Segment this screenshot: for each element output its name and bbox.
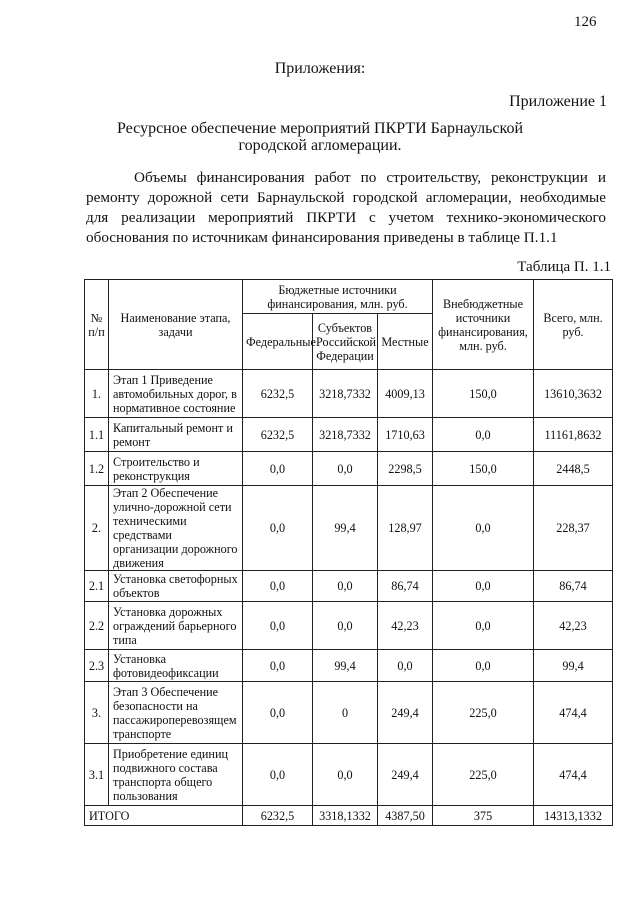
cell-federal: 6232,5 bbox=[243, 370, 313, 418]
cell-subjects: 0,0 bbox=[313, 602, 378, 650]
table-row bbox=[85, 370, 613, 418]
header-extra: Внебюджетные источники финансирования, млн. руб. bbox=[433, 280, 534, 370]
cell-total: 2448,5 bbox=[534, 452, 613, 486]
total-row bbox=[85, 806, 613, 826]
cell-name: Капитальный ремонт и ремонт bbox=[109, 418, 243, 452]
cell-total: 99,4 bbox=[534, 650, 613, 682]
total-extra: 375 bbox=[433, 806, 534, 826]
total-label: ИТОГО bbox=[85, 806, 243, 826]
cell-name: Установка фотовидеофиксации bbox=[109, 650, 243, 682]
cell-local: 249,4 bbox=[378, 682, 433, 744]
cell-name: Этап 1 Приведение автомобильных дорог, в нормативное состояние bbox=[109, 370, 243, 418]
cell-name: Установка светофорных объектов bbox=[109, 571, 243, 602]
cell-local: 2298,5 bbox=[378, 452, 433, 486]
cell-total: 474,4 bbox=[534, 744, 613, 806]
total-total: 14313,1332 bbox=[534, 806, 613, 826]
table-row bbox=[85, 571, 613, 602]
header-total: Всего, млн. руб. bbox=[534, 280, 613, 370]
total-federal: 6232,5 bbox=[243, 806, 313, 826]
page-number: 126 bbox=[574, 14, 597, 30]
table-row bbox=[85, 682, 613, 744]
cell-num: 2.1 bbox=[85, 571, 109, 602]
table-row bbox=[85, 418, 613, 452]
cell-total: 228,37 bbox=[534, 486, 613, 571]
cell-extra: 225,0 bbox=[433, 744, 534, 806]
cell-federal: 0,0 bbox=[243, 682, 313, 744]
cell-federal: 0,0 bbox=[243, 452, 313, 486]
cell-total: 42,23 bbox=[534, 602, 613, 650]
cell-local: 1710,63 bbox=[378, 418, 433, 452]
table-row bbox=[85, 452, 613, 486]
cell-extra: 0,0 bbox=[433, 486, 534, 571]
cell-extra: 150,0 bbox=[433, 370, 534, 418]
cell-num: 3.1 bbox=[85, 744, 109, 806]
appendix-heading: Приложения: bbox=[274, 60, 366, 77]
cell-num: 2. bbox=[85, 486, 109, 571]
cell-total: 474,4 bbox=[534, 682, 613, 744]
table-row bbox=[85, 744, 613, 806]
cell-subjects: 0,0 bbox=[313, 452, 378, 486]
cell-extra: 0,0 bbox=[433, 602, 534, 650]
table-row bbox=[85, 602, 613, 650]
cell-num: 3. bbox=[85, 682, 109, 744]
cell-name: Приобретение единиц подвижного состава транспорта общего пользования bbox=[109, 744, 243, 806]
header-name: Наименование этапа, задачи bbox=[109, 280, 243, 370]
cell-federal: 0,0 bbox=[243, 486, 313, 571]
table-row bbox=[85, 650, 613, 682]
cell-extra: 0,0 bbox=[433, 571, 534, 602]
intro-paragraph bbox=[86, 168, 606, 248]
cell-name: Этап 3 Обеспечение безопасности на пассажироперевозящем транспорте bbox=[109, 682, 243, 744]
cell-subjects: 3218,7332 bbox=[313, 370, 378, 418]
cell-local: 4009,13 bbox=[378, 370, 433, 418]
cell-subjects: 3218,7332 bbox=[313, 418, 378, 452]
cell-local: 42,23 bbox=[378, 602, 433, 650]
cell-federal: 0,0 bbox=[243, 602, 313, 650]
cell-federal: 0,0 bbox=[243, 571, 313, 602]
cell-name: Строительство и реконструкция bbox=[109, 452, 243, 486]
cell-federal: 0,0 bbox=[243, 744, 313, 806]
cell-extra: 225,0 bbox=[433, 682, 534, 744]
cell-subjects: 0 bbox=[313, 682, 378, 744]
cell-total: 86,74 bbox=[534, 571, 613, 602]
cell-local: 249,4 bbox=[378, 744, 433, 806]
cell-local: 128,97 bbox=[378, 486, 433, 571]
cell-num: 1.1 bbox=[85, 418, 109, 452]
total-local: 4387,50 bbox=[378, 806, 433, 826]
cell-subjects: 0,0 bbox=[313, 744, 378, 806]
cell-local: 0,0 bbox=[378, 650, 433, 682]
cell-extra: 0,0 bbox=[433, 418, 534, 452]
cell-extra: 0,0 bbox=[433, 650, 534, 682]
cell-num: 1.2 bbox=[85, 452, 109, 486]
cell-num: 1. bbox=[85, 370, 109, 418]
cell-total: 13610,3632 bbox=[534, 370, 613, 418]
intro-text: Объемы финансирования работ по строительству, реконструкции и ремонту дорожной сети Барнаульской городской агломерации, необходимые для реализации мероприятий ПКРТИ с учетом технико-экономического обоснования по источникам финансирования приведены в таблице П.1.1 bbox=[86, 169, 606, 246]
cell-local: 86,74 bbox=[378, 571, 433, 602]
cell-extra: 150,0 bbox=[433, 452, 534, 486]
table-caption: Таблица П. 1.1 bbox=[517, 259, 611, 275]
cell-total: 11161,8632 bbox=[534, 418, 613, 452]
header-federal: Федеральные bbox=[243, 314, 313, 370]
cell-subjects: 99,4 bbox=[313, 486, 378, 571]
cell-name: Этап 2 Обеспечение улично-дорожной сети техническими средствами организации дорожного движения bbox=[109, 486, 243, 571]
funding-table bbox=[84, 279, 613, 826]
document-title: Ресурсное обеспечение мероприятий ПКРТИ Барнаульской городской агломерации. bbox=[116, 120, 524, 154]
cell-num: 2.2 bbox=[85, 602, 109, 650]
table-row bbox=[85, 486, 613, 571]
appendix-label: Приложение 1 bbox=[509, 93, 607, 110]
cell-subjects: 0,0 bbox=[313, 571, 378, 602]
header-local: Местные bbox=[378, 314, 433, 370]
cell-federal: 6232,5 bbox=[243, 418, 313, 452]
header-budget-group: Бюджетные источники финансирования, млн. руб. bbox=[243, 280, 433, 314]
cell-num: 2.3 bbox=[85, 650, 109, 682]
cell-federal: 0,0 bbox=[243, 650, 313, 682]
cell-subjects: 99,4 bbox=[313, 650, 378, 682]
total-subjects: 3318,1332 bbox=[313, 806, 378, 826]
header-subjects: Субъектов Российской Федерации bbox=[313, 314, 378, 370]
header-num: № п/п bbox=[85, 280, 109, 370]
cell-name: Установка дорожных ограждений барьерного типа bbox=[109, 602, 243, 650]
